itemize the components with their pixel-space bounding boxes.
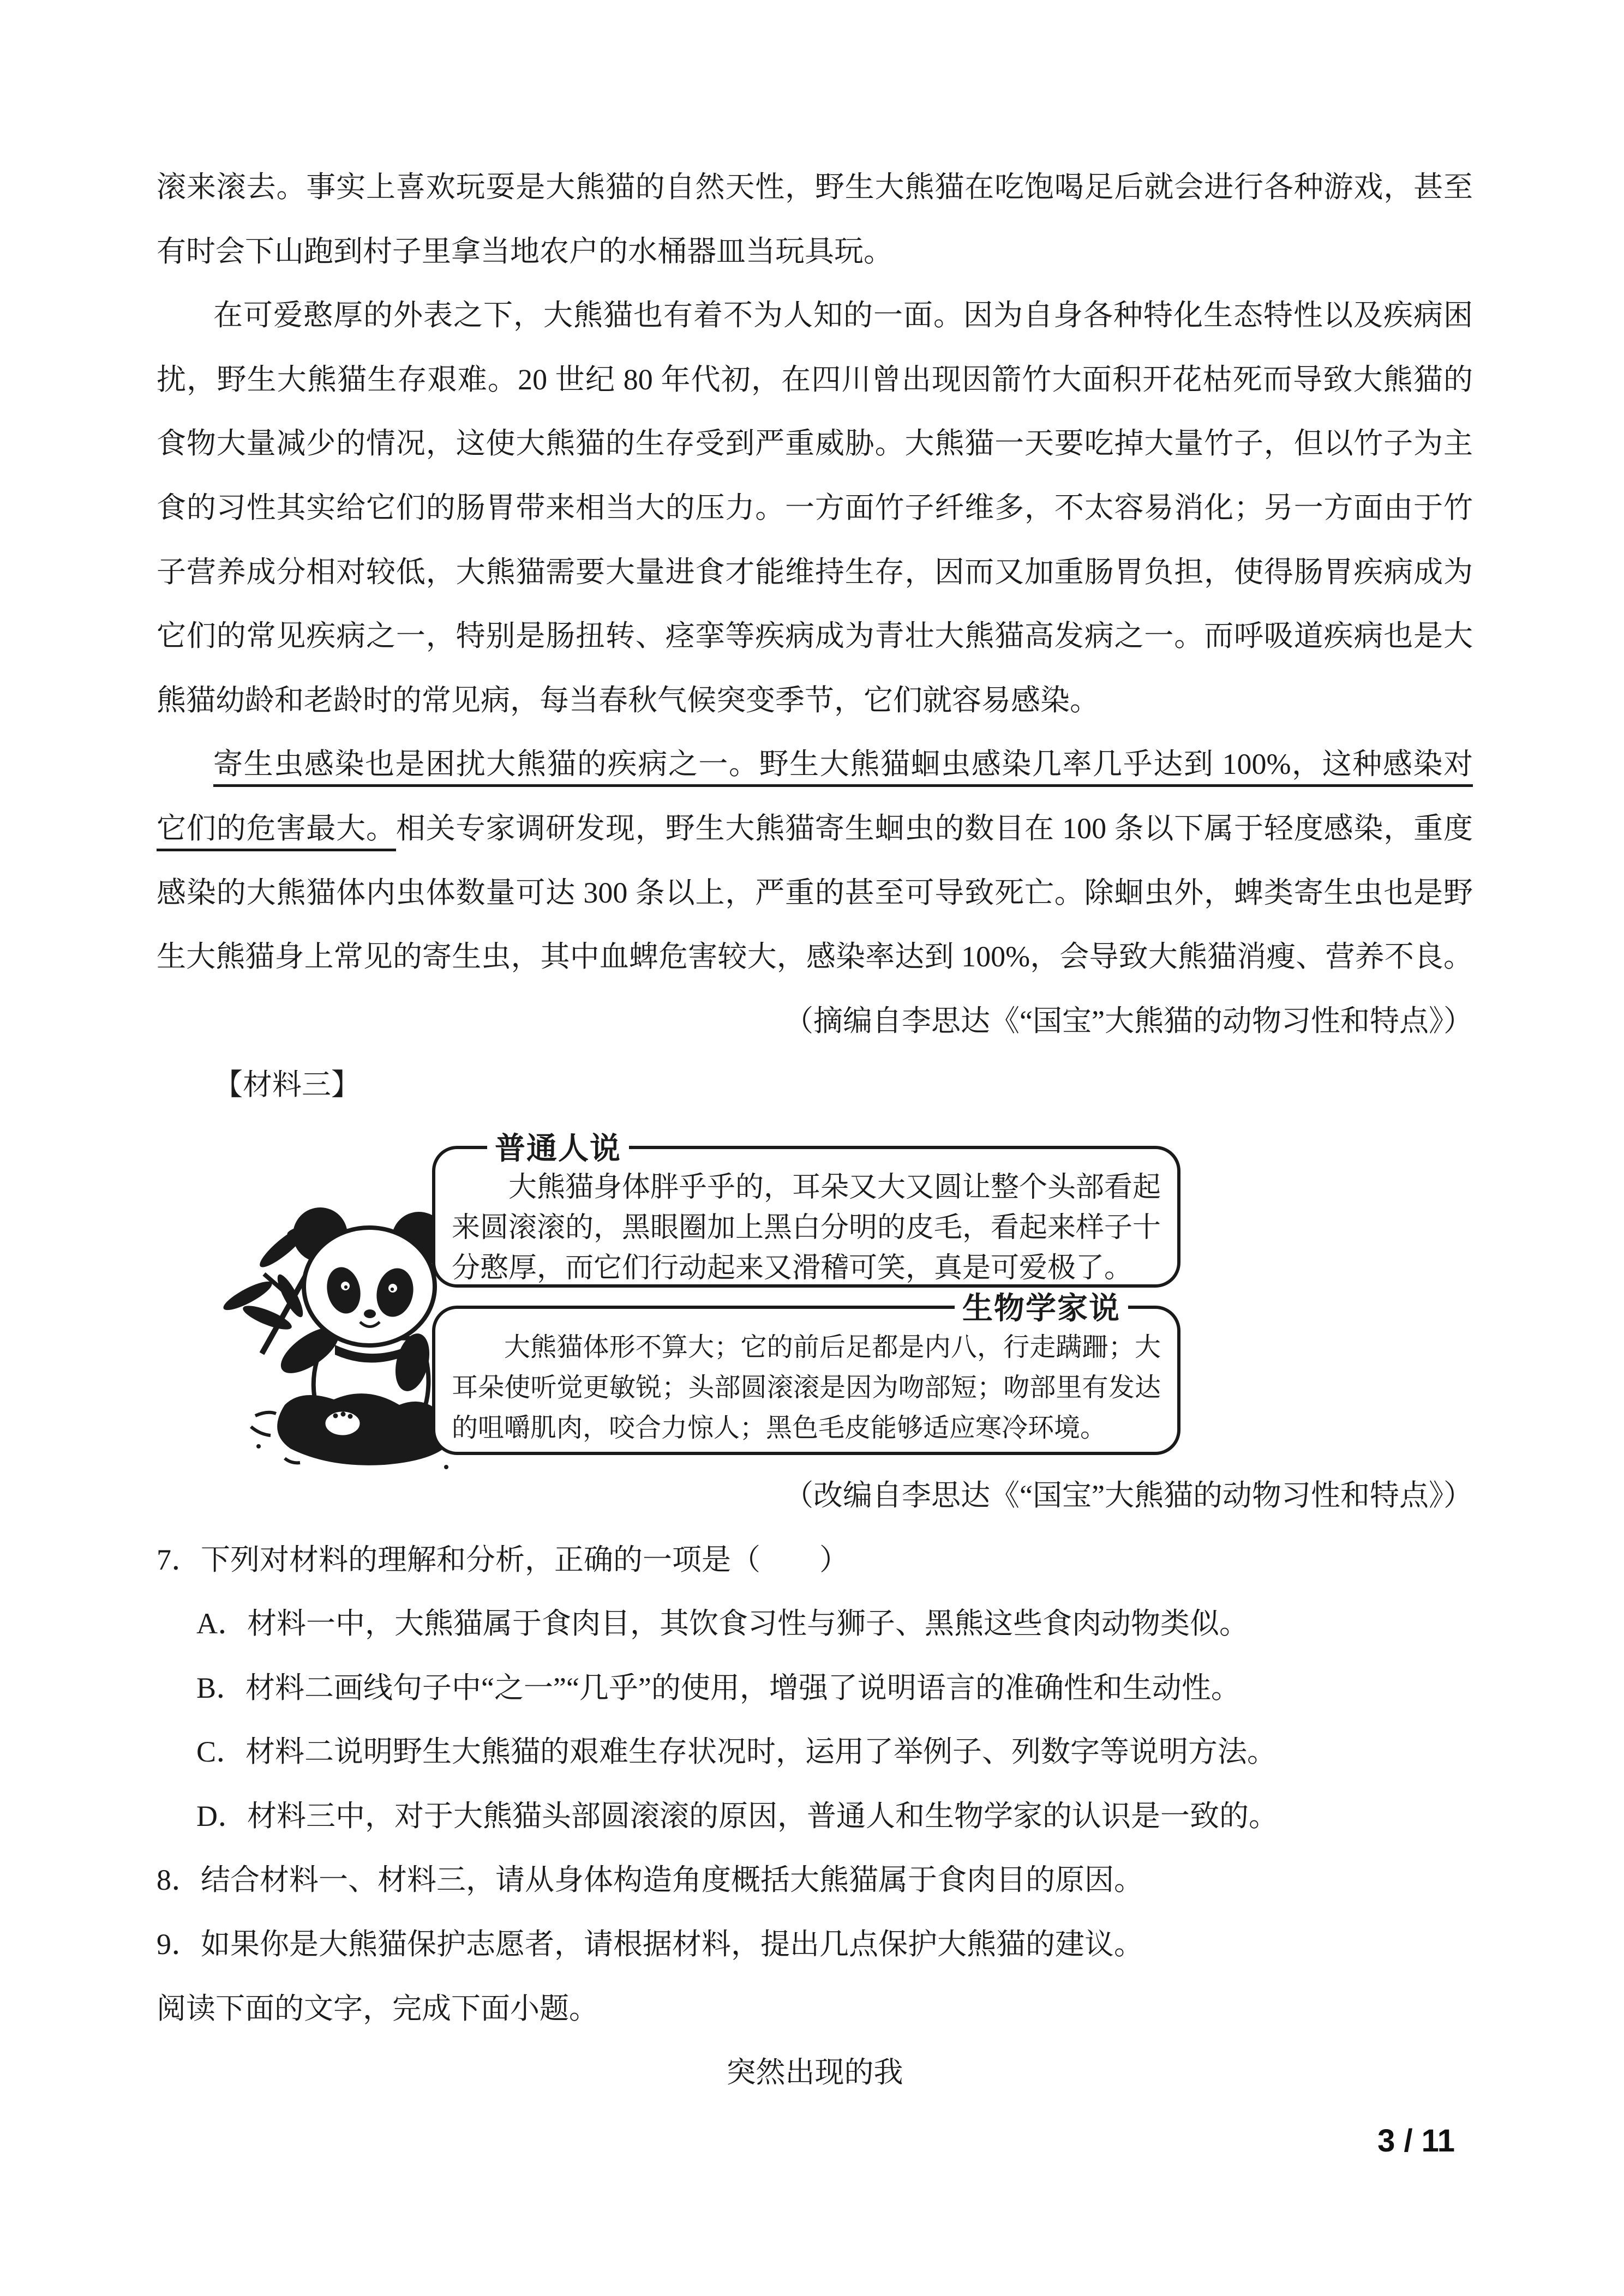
text-line (157, 540, 1473, 605)
text-segment: 它们的常见疾病之一，特别是肠扭转、痉挛等疾病成为青壮大熊猫高发病之一。而呼吸道疾病也是大 (157, 620, 1473, 653)
text-segment: 滚来滚去。事实上喜欢玩耍是大熊猫的自然天性，野生大熊猫在吃饱喝足后就会进行各种游戏，甚至 (157, 171, 1473, 203)
question-8 (157, 1848, 1473, 1913)
text-segment: C．材料二说明野生大熊猫的艰难生存状况时，运用了举例子、列数字等说明方法。 (196, 1735, 1277, 1769)
text-segment: 扰，野生大熊猫生存艰难。20 世纪 80 年代初，在四川曾出现因箭竹大面积开花枯死而导致大熊猫的 (157, 363, 1473, 396)
page-number: 3 / 11 (1377, 2123, 1455, 2159)
question-7-option-a (157, 1592, 1473, 1656)
speech-box-biologist (432, 1291, 1180, 1455)
text-segment: 生大熊猫身上常见的寄生虫，其中血蜱危害较大，感染率达到 100%，会导致大熊猫消瘦、营养不良。 (157, 940, 1473, 973)
text-segment: A．材料一中，大熊猫属于食肉目，其饮食习性与狮子、黑熊这些食肉动物类似。 (196, 1607, 1249, 1640)
reading-instruction (157, 1977, 1473, 2041)
underlined-text: 它们的危害最大。 (157, 812, 396, 851)
material3-heading (157, 1053, 1473, 1117)
question-7-option-d (157, 1784, 1473, 1849)
text-line (157, 284, 1473, 348)
text-line (157, 925, 1473, 989)
document-page (157, 155, 1473, 2105)
material2-text-block (157, 155, 1473, 1117)
text-line (157, 348, 1473, 412)
text-line (157, 604, 1473, 669)
text-segment: 7．下列对材料的理解和分析，正确的一项是（ ） (157, 1543, 849, 1576)
question-7-stem (157, 1528, 1473, 1592)
text-line (157, 732, 1473, 797)
text-segment: 子营养成分相对较低，大熊猫需要大量进食才能维持生存，因而又加重肠胃负担，使得肠胃疾病成为 (157, 555, 1473, 588)
figure-attribution (157, 1464, 1473, 1528)
text-segment: 在可爱憨厚的外表之下，大熊猫也有着不为人知的一面。因为自身各种特化生态特性以及疾病困 (213, 299, 1473, 332)
text-segment: D．材料三中，对于大熊猫头部圆滚滚的原因，普通人和生物学家的认识是一致的。 (196, 1799, 1278, 1832)
text-line (157, 669, 1473, 733)
text-line (157, 476, 1473, 540)
text-segment: 8．结合材料一、材料三，请从身体构造角度概括大熊猫属于食肉目的原因。 (157, 1864, 1143, 1897)
text-segment: 有时会下山跑到村子里拿当地农户的水桶器皿当玩具玩。 (157, 235, 893, 268)
material2-attribution (157, 989, 1473, 1054)
text-segment: 【材料三】 (213, 1068, 361, 1102)
text-segment: 感染的大熊猫体内虫体数量可达 300 条以上，严重的甚至可导致死亡。除蛔虫外，蜱类寄生虫也是野 (157, 876, 1473, 909)
text-segment: （摘编自李思达《“国宝”大熊猫的动物习性和特点》） (784, 1004, 1473, 1037)
speech-box-biologist-text: 大熊猫体形不算大；它的前后足都是内八，行走蹒跚；大耳朵使听觉更敏锐；头部圆滚滚是因为吻部短；吻部里有发达的咀嚼肌肉，咬合力惊人；黑色毛皮能够适应寒冷环境。 (452, 1332, 1161, 1442)
speech-box-common-text: 大熊猫身体胖乎乎的，耳朵又大又圆让整个头部看起来圆滚滚的，黑眼圈加上黑白分明的皮毛，看起来样子十分憨厚，而它们行动起来又滑稽可笑，真是可爱极了。 (452, 1171, 1161, 1284)
speech-box-common-label: 普通人说 (487, 1129, 629, 1169)
text-segment: 相关专家调研发现，野生大熊猫寄生蛔虫的数目在 100 条以下属于轻度感染，重度 (395, 812, 1473, 845)
text-line (157, 155, 1473, 220)
question-9 (157, 1913, 1473, 1977)
text-segment: B．材料二画线句子中“之一”“几乎”的使用，增强了说明语言的准确性和生动性。 (196, 1671, 1241, 1704)
material3-figure (157, 1117, 1473, 1464)
text-segment: 食物大量减少的情况，这使大熊猫的生存受到严重威胁。大熊猫一天要吃掉大量竹子，但以竹子为主 (157, 427, 1473, 460)
question-7-option-b (157, 1656, 1473, 1721)
underlined-text: 寄生虫感染也是困扰大熊猫的疾病之一。野生大熊猫蛔虫感染几率几乎达到 100%，这种感染对 (213, 748, 1473, 787)
questions-text-block (157, 1464, 1473, 2105)
text-segment: （改编自李思达《“国宝”大熊猫的动物习性和特点》） (784, 1478, 1473, 1512)
text-line (157, 220, 1473, 284)
text-segment: 熊猫幼龄和老龄时的常见病，每当春秋气候突变季节，它们就容易感染。 (157, 683, 1099, 717)
text-line (157, 412, 1473, 476)
passage-title (157, 2041, 1473, 2105)
text-segment: 突然出现的我 (726, 2056, 903, 2089)
panda-illustration (203, 1169, 465, 1472)
panda-nose (364, 1309, 376, 1318)
text-segment: 9．如果你是大熊猫保护志愿者，请根据材料，提出几点保护大熊猫的建议。 (157, 1928, 1143, 1961)
text-line (157, 861, 1473, 925)
speech-box-biologist-label: 生物学家说 (955, 1289, 1128, 1329)
text-segment: 阅读下面的文字，完成下面小题。 (157, 1992, 598, 2025)
text-segment: 食的习性其实给它们的肠胃带来相当大的压力。一方面竹子纤维多，不太容易消化；另一方面由于竹 (157, 491, 1473, 524)
question-7-option-c (157, 1720, 1473, 1784)
text-line (157, 797, 1473, 861)
ground-blob (277, 1393, 453, 1465)
speech-box-common-people (432, 1132, 1180, 1288)
